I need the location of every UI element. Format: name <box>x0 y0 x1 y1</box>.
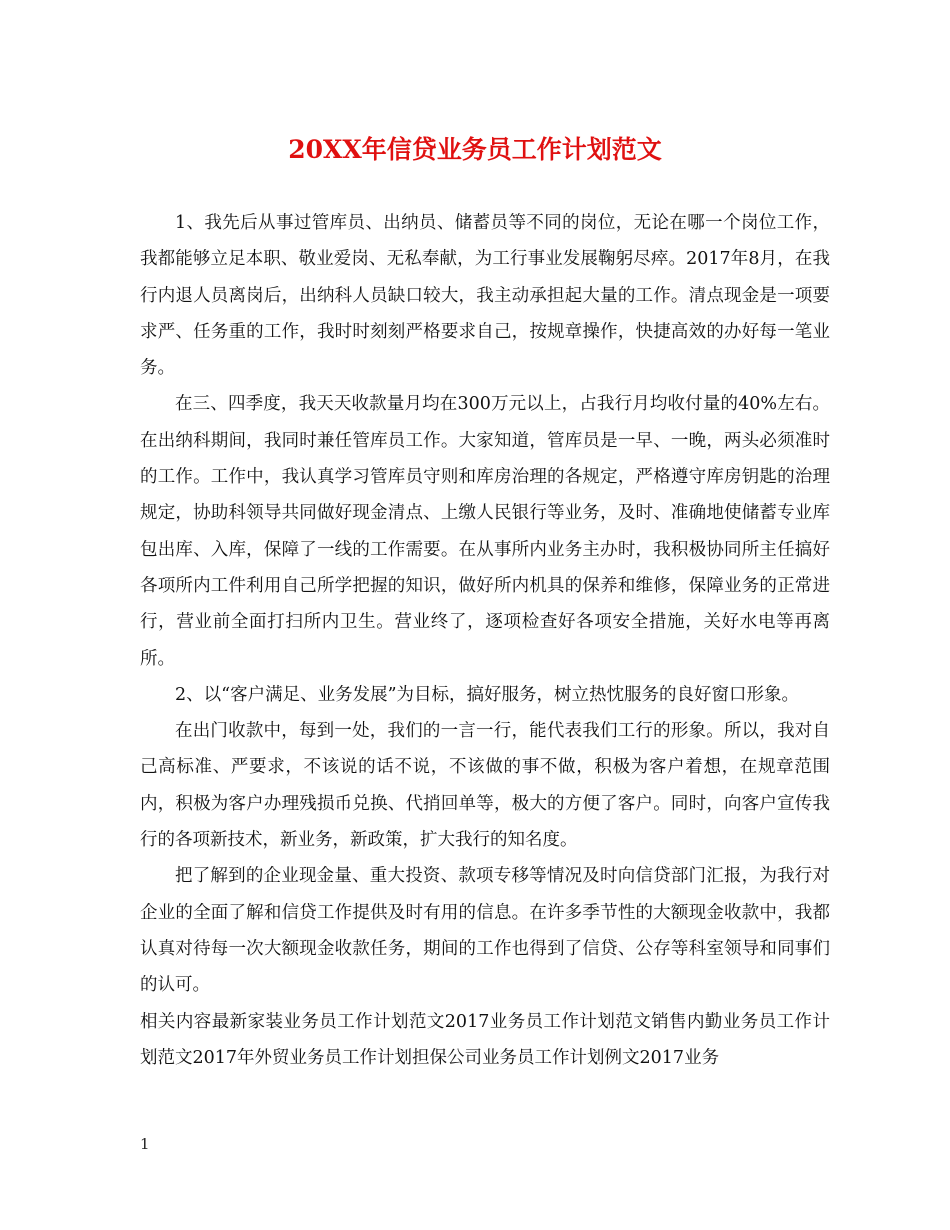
paragraph-2: 在三、四季度，我天天收款量月均在300万元以上，占我行月均收付量的40%左右。在出纳科期间，我同时兼任管库员工作。大家知道，管库员是一早、一晚，两头必须准时的工作。工作中，我认真学习管库员守则和库房治理的各规定，严格遵守库房钥匙的治理规定，协助科领导共同做好现金清点、上缴人民银行等业务，及时、准确地使储蓄专业库包出库、入库，保障了一线的工作需要。在从事所内业务主办时，我积极协同所主任搞好各项所内工件利用自己所学把握的知识，做好所内机具的保养和维修，保障业务的正常进行，营业前全面打扫所内卫生。营业终了，逐项检查好各项安全措施，关好水电等再离所。 <box>140 394 830 669</box>
related-content: 相关内容最新家装业务员工作计划范文2017业务员工作计划范文销售内勤业务员工作计划范文2017年外贸业务员工作计划担保公司业务员工作计划例文2017业务 <box>140 1011 830 1068</box>
page-title: 20XX年信贷业务员工作计划范文 <box>288 135 662 164</box>
document-body <box>140 205 830 1076</box>
paragraph-3: 2、以“客户满足、业务发展”为目标，搞好服务，树立热忱服务的良好窗口形象。 <box>175 684 800 705</box>
paragraph-4: 在出门收款中，每到一处，我们的一言一行，能代表我们工行的形象。所以，我对自己高标准、严要求，不该说的话不说，不该做的事不做，积极为客户着想，在规章范围内，积极为客户办理残损币兑换、代捎回单等，极大的方便了客户。同时，向客户宣传我行的各项新技术，新业务，新政策，扩大我行的知名度。 <box>140 721 830 851</box>
paragraph-5: 把了解到的企业现金量、重大投资、款项专移等情况及时向信贷部门汇报，为我行对企业的全面了解和信贷工作提供及时有用的信息。在许多季节性的大额现金收款中，我都认真对待每一次大额现金收款任务，期间的工作也得到了信贷、公存等科室领导和同事们的认可。 <box>140 866 830 996</box>
paragraph-1: 1、我先后从事过管库员、出纳员、储蓄员等不同的岗位，无论在哪一个岗位工作，我都能够立足本职、敬业爱岗、无私奉献，为工行事业发展鞠躬尽瘁。2017年8月，在我行内退人员离岗后，出纳科人员缺口较大，我主动承担起大量的工作。清点现金是一项要求严、任务重的工作，我时时刻刻严格要求自己，按规章操作，快捷高效的办好每一笔业务。 <box>140 213 830 379</box>
page-number: 1 <box>140 1135 150 1153</box>
